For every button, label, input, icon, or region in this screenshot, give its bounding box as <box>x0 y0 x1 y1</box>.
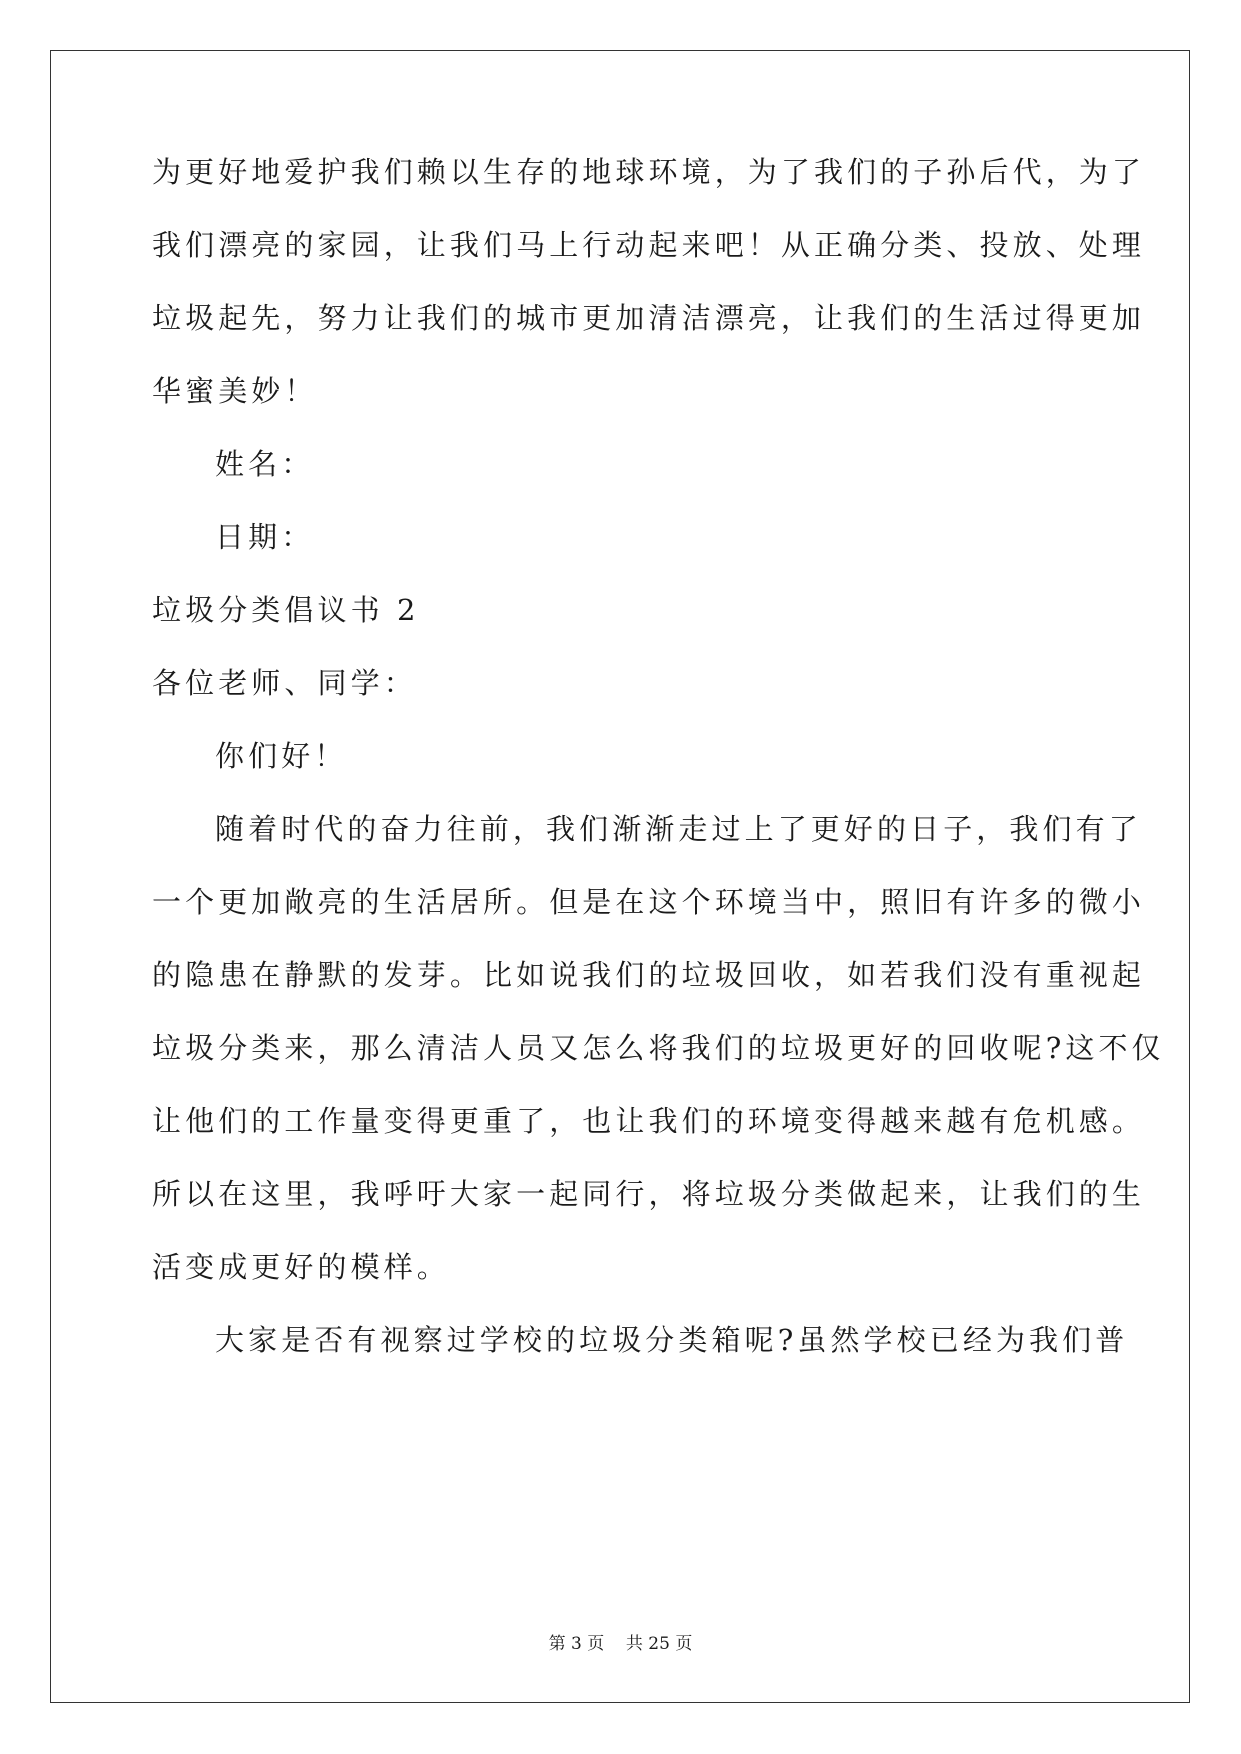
paragraph-line: 垃圾分类来，那么清洁人员又怎么将我们的垃圾更好的回收呢?这不仅 <box>152 1031 1165 1065</box>
page-total: 共 25 页 <box>625 1634 693 1654</box>
date-field-label: 日期： <box>215 520 315 554</box>
paragraph-line: 我们漂亮的家园，让我们马上行动起来吧！从正确分类、投放、处理 <box>152 228 1146 262</box>
paragraph-line: 大家是否有视察过学校的垃圾分类箱呢?虽然学校已经为我们普 <box>215 1323 1129 1357</box>
section-heading: 垃圾分类倡议书 2 <box>152 593 420 627</box>
page-footer <box>0 1632 1241 1656</box>
paragraph-line: 一个更加敞亮的生活居所。但是在这个环境当中，照旧有许多的微小 <box>152 885 1146 919</box>
name-field-label: 姓名： <box>215 447 315 481</box>
paragraph-line: 垃圾起先，努力让我们的城市更加清洁漂亮，让我们的生活过得更加 <box>152 301 1146 335</box>
greeting: 你们好！ <box>215 739 348 773</box>
salutation: 各位老师、同学： <box>152 666 417 700</box>
paragraph-line: 为更好地爱护我们赖以生存的地球环境，为了我们的子孙后代，为了 <box>152 155 1146 189</box>
paragraph-line: 让他们的工作量变得更重了，也让我们的环境变得越来越有危机感。 <box>152 1104 1146 1138</box>
paragraph-line: 随着时代的奋力往前，我们渐渐走过上了更好的日子，我们有了 <box>215 812 1142 846</box>
paragraph-line: 活变成更好的模样。 <box>152 1250 450 1284</box>
paragraph-line: 华蜜美妙！ <box>152 374 318 408</box>
paragraph-line: 的隐患在静默的发芽。比如说我们的垃圾回收，如若我们没有重视起 <box>152 958 1146 992</box>
paragraph-line: 所以在这里，我呼吁大家一起同行，将垃圾分类做起来，让我们的生 <box>152 1177 1146 1211</box>
page-number: 第 3 页 <box>548 1634 605 1654</box>
